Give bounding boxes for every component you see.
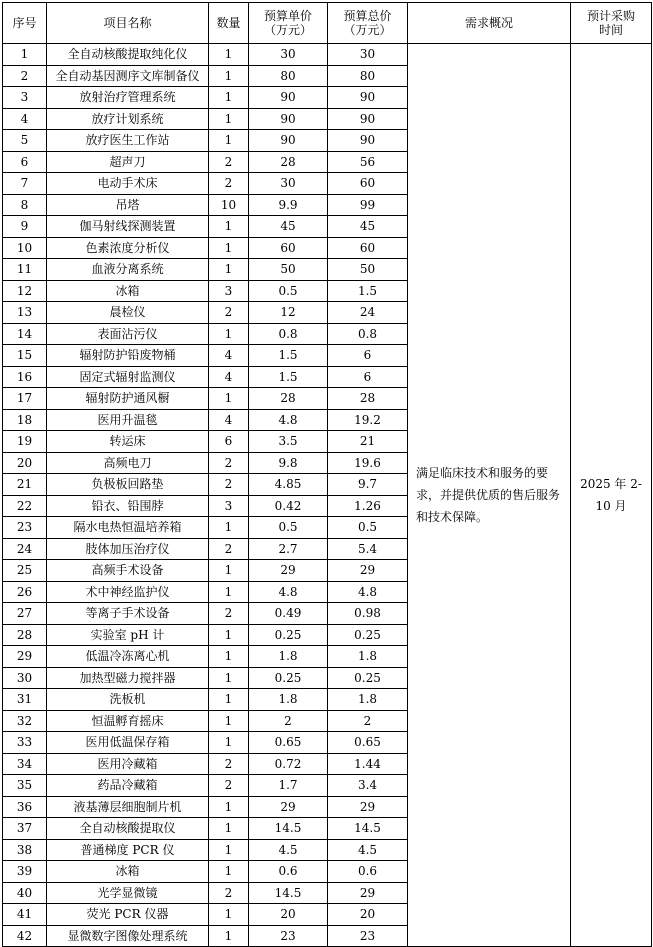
row-no-cell: 39 — [3, 861, 47, 883]
header-qty: 数量 — [209, 3, 249, 44]
total-price-cell: 90 — [328, 87, 408, 109]
unit-price-cell: 28 — [249, 388, 328, 410]
item-name-cell: 冰箱 — [47, 861, 209, 883]
item-name-cell: 全自动核酸提取仪 — [47, 818, 209, 840]
qty-cell: 2 — [209, 775, 249, 797]
total-price-cell: 1.8 — [328, 689, 408, 711]
qty-cell: 1 — [209, 624, 249, 646]
unit-price-cell: 9.9 — [249, 194, 328, 216]
item-name-cell: 肢体加压治疗仪 — [47, 538, 209, 560]
item-name-cell: 冰箱 — [47, 280, 209, 302]
row-no-cell: 38 — [3, 839, 47, 861]
total-price-cell: 90 — [328, 108, 408, 130]
item-name-cell: 高频手术设备 — [47, 560, 209, 582]
qty-cell: 2 — [209, 173, 249, 195]
unit-price-cell: 0.49 — [249, 603, 328, 625]
total-price-cell: 24 — [328, 302, 408, 324]
row-no-cell: 25 — [3, 560, 47, 582]
item-name-cell: 伽马射线探测装置 — [47, 216, 209, 238]
unit-price-cell: 3.5 — [249, 431, 328, 453]
unit-price-cell: 2 — [249, 710, 328, 732]
item-name-cell: 电动手术床 — [47, 173, 209, 195]
item-name-cell: 转运床 — [47, 431, 209, 453]
total-price-cell: 1.5 — [328, 280, 408, 302]
total-price-cell: 28 — [328, 388, 408, 410]
unit-price-cell: 0.5 — [249, 517, 328, 539]
total-price-cell: 60 — [328, 237, 408, 259]
item-name-cell: 全自动核酸提取纯化仪 — [47, 44, 209, 66]
row-no-cell: 42 — [3, 925, 47, 947]
row-no-cell: 27 — [3, 603, 47, 625]
total-price-cell: 19.2 — [328, 409, 408, 431]
item-name-cell: 负极板回路垫 — [47, 474, 209, 496]
total-price-cell: 6 — [328, 366, 408, 388]
qty-cell: 1 — [209, 560, 249, 582]
unit-price-cell: 90 — [249, 87, 328, 109]
row-no-cell: 31 — [3, 689, 47, 711]
qty-cell: 1 — [209, 818, 249, 840]
unit-price-cell: 30 — [249, 173, 328, 195]
procurement-time-cell: 2025 年 2-10 月 — [571, 44, 652, 947]
unit-price-cell: 12 — [249, 302, 328, 324]
item-name-cell: 医用冷藏箱 — [47, 753, 209, 775]
qty-cell: 1 — [209, 108, 249, 130]
qty-cell: 2 — [209, 302, 249, 324]
table-row — [3, 44, 652, 66]
unit-price-cell: 4.85 — [249, 474, 328, 496]
item-name-cell: 晨检仪 — [47, 302, 209, 324]
row-no-cell: 12 — [3, 280, 47, 302]
total-price-cell: 4.5 — [328, 839, 408, 861]
unit-price-cell: 0.8 — [249, 323, 328, 345]
total-price-cell: 23 — [328, 925, 408, 947]
item-name-cell: 辐射防护铅废物桶 — [47, 345, 209, 367]
row-no-cell: 18 — [3, 409, 47, 431]
item-name-cell: 液基薄层细胞制片机 — [47, 796, 209, 818]
total-price-cell: 29 — [328, 882, 408, 904]
item-name-cell: 高频电刀 — [47, 452, 209, 474]
qty-cell: 1 — [209, 710, 249, 732]
total-price-cell: 21 — [328, 431, 408, 453]
item-name-cell: 放疗医生工作站 — [47, 130, 209, 152]
item-name-cell: 荧光 PCR 仪器 — [47, 904, 209, 926]
qty-cell: 6 — [209, 431, 249, 453]
header-unit-price-unit: （万元） — [263, 23, 312, 37]
row-no-cell: 32 — [3, 710, 47, 732]
total-price-cell: 1.26 — [328, 495, 408, 517]
header-time-label-1: 预计采购 — [586, 9, 635, 23]
row-no-cell: 5 — [3, 130, 47, 152]
total-price-cell: 45 — [328, 216, 408, 238]
total-price-cell: 29 — [328, 560, 408, 582]
row-no-cell: 16 — [3, 366, 47, 388]
item-name-cell: 全自动基因测序文库制备仪 — [47, 65, 209, 87]
item-name-cell: 固定式辐射监测仪 — [47, 366, 209, 388]
total-price-cell: 90 — [328, 130, 408, 152]
row-no-cell: 13 — [3, 302, 47, 324]
unit-price-cell: 50 — [249, 259, 328, 281]
unit-price-cell: 14.5 — [249, 882, 328, 904]
item-name-cell: 色素浓度分析仪 — [47, 237, 209, 259]
unit-price-cell: 4.8 — [249, 581, 328, 603]
unit-price-cell: 9.8 — [249, 452, 328, 474]
row-no-cell: 33 — [3, 732, 47, 754]
row-no-cell: 36 — [3, 796, 47, 818]
qty-cell: 3 — [209, 280, 249, 302]
qty-cell: 1 — [209, 667, 249, 689]
unit-price-cell: 1.5 — [249, 345, 328, 367]
unit-price-cell: 28 — [249, 151, 328, 173]
qty-cell: 2 — [209, 151, 249, 173]
item-name-cell: 吊塔 — [47, 194, 209, 216]
total-price-cell: 0.25 — [328, 667, 408, 689]
procurement-table — [2, 2, 652, 947]
row-no-cell: 35 — [3, 775, 47, 797]
total-price-cell: 30 — [328, 44, 408, 66]
row-no-cell: 3 — [3, 87, 47, 109]
total-price-cell: 60 — [328, 173, 408, 195]
qty-cell: 4 — [209, 366, 249, 388]
row-no-cell: 40 — [3, 882, 47, 904]
row-no-cell: 15 — [3, 345, 47, 367]
row-no-cell: 20 — [3, 452, 47, 474]
total-price-cell: 50 — [328, 259, 408, 281]
row-no-cell: 41 — [3, 904, 47, 926]
unit-price-cell: 29 — [249, 796, 328, 818]
item-name-cell: 光学显微镜 — [47, 882, 209, 904]
qty-cell: 1 — [209, 259, 249, 281]
row-no-cell: 2 — [3, 65, 47, 87]
total-price-cell: 14.5 — [328, 818, 408, 840]
total-price-cell: 20 — [328, 904, 408, 926]
item-name-cell: 隔水电热恒温培养箱 — [47, 517, 209, 539]
unit-price-cell: 45 — [249, 216, 328, 238]
header-total-price-unit: （万元） — [343, 23, 392, 37]
item-name-cell: 超声刀 — [47, 151, 209, 173]
row-no-cell: 24 — [3, 538, 47, 560]
total-price-cell: 0.65 — [328, 732, 408, 754]
item-name-cell: 洗板机 — [47, 689, 209, 711]
item-name-cell: 恒温孵育摇床 — [47, 710, 209, 732]
unit-price-cell: 0.42 — [249, 495, 328, 517]
total-price-cell: 2 — [328, 710, 408, 732]
unit-price-cell: 0.25 — [249, 667, 328, 689]
table-body — [3, 44, 652, 947]
unit-price-cell: 4.5 — [249, 839, 328, 861]
item-name-cell: 药品冷藏箱 — [47, 775, 209, 797]
item-name-cell: 放射治疗管理系统 — [47, 87, 209, 109]
total-price-cell: 0.98 — [328, 603, 408, 625]
unit-price-cell: 0.5 — [249, 280, 328, 302]
item-name-cell: 实验室 pH 计 — [47, 624, 209, 646]
total-price-cell: 29 — [328, 796, 408, 818]
summary-cell: 满足临床技术和服务的要求，并提供优质的售后服务和技术保障。 — [408, 44, 571, 947]
unit-price-cell: 30 — [249, 44, 328, 66]
qty-cell: 1 — [209, 87, 249, 109]
qty-cell: 1 — [209, 388, 249, 410]
qty-cell: 1 — [209, 216, 249, 238]
qty-cell: 2 — [209, 603, 249, 625]
header-row — [3, 3, 652, 44]
header-total-price-label: 预算总价 — [343, 9, 392, 23]
total-price-cell: 0.6 — [328, 861, 408, 883]
header-summary: 需求概况 — [408, 3, 571, 44]
item-name-cell: 低温冷冻离心机 — [47, 646, 209, 668]
qty-cell: 2 — [209, 538, 249, 560]
row-no-cell: 37 — [3, 818, 47, 840]
qty-cell: 2 — [209, 753, 249, 775]
header-time-label-2: 时间 — [598, 23, 623, 37]
item-name-cell: 术中神经监护仪 — [47, 581, 209, 603]
row-no-cell: 10 — [3, 237, 47, 259]
total-price-cell: 19.6 — [328, 452, 408, 474]
item-name-cell: 辐射防护通风橱 — [47, 388, 209, 410]
unit-price-cell: 0.72 — [249, 753, 328, 775]
row-no-cell: 14 — [3, 323, 47, 345]
total-price-cell: 1.8 — [328, 646, 408, 668]
unit-price-cell: 80 — [249, 65, 328, 87]
unit-price-cell: 1.5 — [249, 366, 328, 388]
unit-price-cell: 1.8 — [249, 646, 328, 668]
qty-cell: 1 — [209, 44, 249, 66]
row-no-cell: 22 — [3, 495, 47, 517]
unit-price-cell: 0.25 — [249, 624, 328, 646]
item-name-cell: 表面沾污仪 — [47, 323, 209, 345]
qty-cell: 4 — [209, 409, 249, 431]
total-price-cell: 0.25 — [328, 624, 408, 646]
row-no-cell: 6 — [3, 151, 47, 173]
row-no-cell: 4 — [3, 108, 47, 130]
unit-price-cell: 0.65 — [249, 732, 328, 754]
item-name-cell: 血液分离系统 — [47, 259, 209, 281]
qty-cell: 2 — [209, 882, 249, 904]
qty-cell: 4 — [209, 345, 249, 367]
row-no-cell: 21 — [3, 474, 47, 496]
unit-price-cell: 2.7 — [249, 538, 328, 560]
qty-cell: 1 — [209, 796, 249, 818]
unit-price-cell: 90 — [249, 108, 328, 130]
row-no-cell: 30 — [3, 667, 47, 689]
unit-price-cell: 90 — [249, 130, 328, 152]
row-no-cell: 17 — [3, 388, 47, 410]
unit-price-cell: 20 — [249, 904, 328, 926]
qty-cell: 1 — [209, 581, 249, 603]
row-no-cell: 9 — [3, 216, 47, 238]
qty-cell: 1 — [209, 732, 249, 754]
unit-price-cell: 0.6 — [249, 861, 328, 883]
total-price-cell: 56 — [328, 151, 408, 173]
total-price-cell: 9.7 — [328, 474, 408, 496]
item-name-cell: 显微数字图像处理系统 — [47, 925, 209, 947]
item-name-cell: 加热型磁力搅拌器 — [47, 667, 209, 689]
qty-cell: 10 — [209, 194, 249, 216]
header-name: 项目名称 — [47, 3, 209, 44]
qty-cell: 2 — [209, 452, 249, 474]
item-name-cell: 普通梯度 PCR 仪 — [47, 839, 209, 861]
row-no-cell: 1 — [3, 44, 47, 66]
row-no-cell: 34 — [3, 753, 47, 775]
qty-cell: 1 — [209, 839, 249, 861]
item-name-cell: 铅衣、铅围脖 — [47, 495, 209, 517]
unit-price-cell: 29 — [249, 560, 328, 582]
unit-price-cell: 1.8 — [249, 689, 328, 711]
row-no-cell: 23 — [3, 517, 47, 539]
header-time — [571, 3, 652, 44]
row-no-cell: 19 — [3, 431, 47, 453]
qty-cell: 2 — [209, 474, 249, 496]
unit-price-cell: 4.8 — [249, 409, 328, 431]
item-name-cell: 等离子手术设备 — [47, 603, 209, 625]
total-price-cell: 99 — [328, 194, 408, 216]
qty-cell: 1 — [209, 65, 249, 87]
header-total-price — [328, 3, 408, 44]
total-price-cell: 1.44 — [328, 753, 408, 775]
qty-cell: 1 — [209, 925, 249, 947]
qty-cell: 1 — [209, 130, 249, 152]
total-price-cell: 6 — [328, 345, 408, 367]
unit-price-cell: 60 — [249, 237, 328, 259]
qty-cell: 1 — [209, 646, 249, 668]
unit-price-cell: 14.5 — [249, 818, 328, 840]
total-price-cell: 5.4 — [328, 538, 408, 560]
total-price-cell: 3.4 — [328, 775, 408, 797]
row-no-cell: 29 — [3, 646, 47, 668]
qty-cell: 1 — [209, 904, 249, 926]
qty-cell: 1 — [209, 237, 249, 259]
total-price-cell: 0.8 — [328, 323, 408, 345]
item-name-cell: 医用升温毯 — [47, 409, 209, 431]
qty-cell: 1 — [209, 861, 249, 883]
total-price-cell: 0.5 — [328, 517, 408, 539]
row-no-cell: 8 — [3, 194, 47, 216]
header-unit-price-label: 预算单价 — [263, 9, 312, 23]
row-no-cell: 26 — [3, 581, 47, 603]
total-price-cell: 80 — [328, 65, 408, 87]
header-no: 序号 — [3, 3, 47, 44]
row-no-cell: 11 — [3, 259, 47, 281]
row-no-cell: 28 — [3, 624, 47, 646]
item-name-cell: 放疗计划系统 — [47, 108, 209, 130]
qty-cell: 1 — [209, 517, 249, 539]
qty-cell: 1 — [209, 323, 249, 345]
row-no-cell: 7 — [3, 173, 47, 195]
qty-cell: 1 — [209, 689, 249, 711]
unit-price-cell: 1.7 — [249, 775, 328, 797]
total-price-cell: 4.8 — [328, 581, 408, 603]
qty-cell: 3 — [209, 495, 249, 517]
item-name-cell: 医用低温保存箱 — [47, 732, 209, 754]
header-unit-price — [249, 3, 328, 44]
unit-price-cell: 23 — [249, 925, 328, 947]
